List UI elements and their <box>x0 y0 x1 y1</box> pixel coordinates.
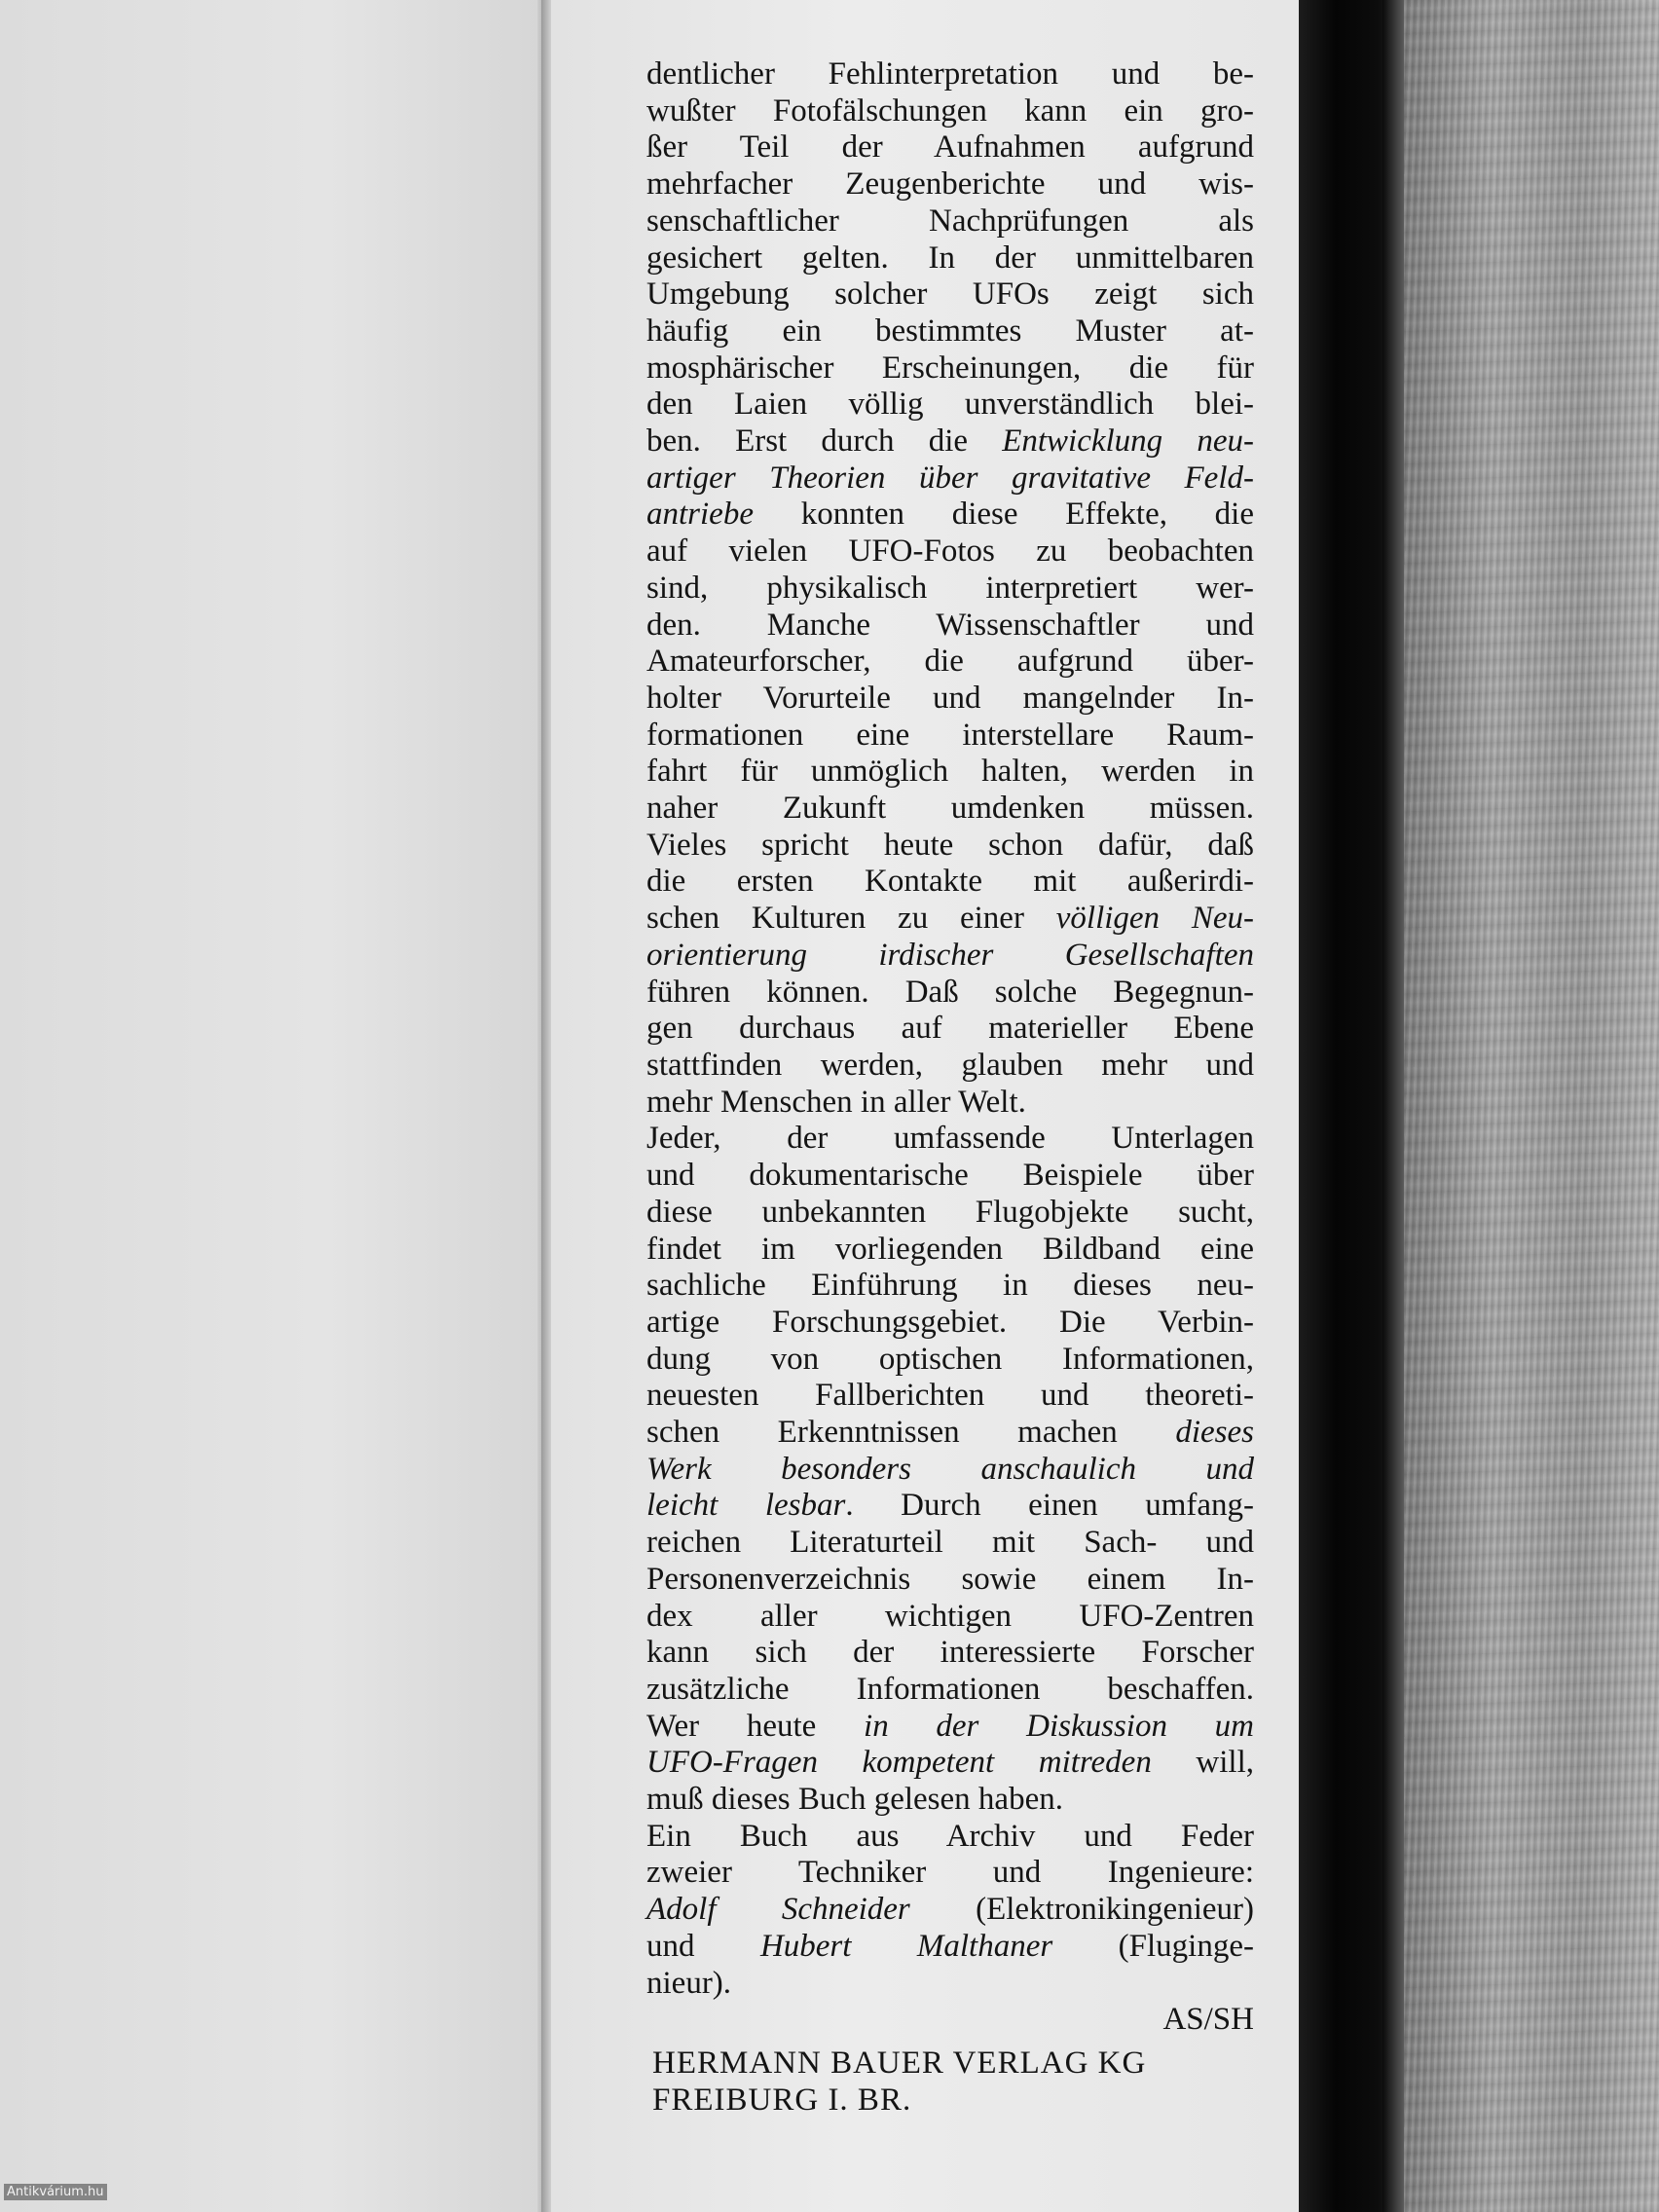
text-segment: diese unbekannten Flugobjekte sucht, <box>646 1194 1254 1230</box>
text-line <box>646 387 1254 424</box>
text-line <box>646 681 1254 718</box>
text-line <box>646 203 1254 240</box>
text-line <box>646 1195 1254 1232</box>
text-line <box>646 1415 1254 1452</box>
text-line <box>646 424 1254 461</box>
text-segment: senschaftlicher Nachprüfungen als <box>646 203 1254 239</box>
text-line <box>646 1342 1254 1379</box>
text-line <box>646 1378 1254 1415</box>
text-segment: stattfinden werden, glauben mehr und <box>646 1047 1254 1083</box>
text-segment: Personenverzeichnis sowie einem In- <box>646 1561 1254 1597</box>
text-line <box>646 1782 1254 1819</box>
italic-text: antriebe <box>646 497 754 533</box>
text-line <box>646 1929 1254 1966</box>
text-segment: formationen eine interstellare Raum- <box>646 717 1254 753</box>
text-line <box>646 1599 1254 1636</box>
text-line <box>646 1305 1254 1342</box>
italic-text: leicht lesbar <box>646 1488 846 1524</box>
text-line <box>646 1525 1254 1562</box>
text-segment: ßer Teil der Aufnahmen aufgrund <box>646 129 1254 166</box>
text-segment: dex aller wichtigen UFO-Zentren <box>646 1598 1254 1634</box>
italic-text: artiger Theorien über gravitative Feld- <box>646 460 1254 496</box>
text-segment: Ein Buch aus Archiv und Feder <box>646 1818 1254 1854</box>
italic-text: Entwicklung neu- <box>1002 424 1254 460</box>
text-line <box>646 56 1254 93</box>
text-segment: artige Forschungsgebiet. Die Verbin- <box>646 1304 1254 1340</box>
text-segment: will, <box>1151 1745 1254 1781</box>
text-line <box>646 1635 1254 1672</box>
text-segment: reichen Literaturteil mit Sach- und <box>646 1525 1254 1561</box>
text-segment: dung von optischen Informationen, <box>646 1341 1254 1377</box>
text-line <box>646 1085 1254 1122</box>
text-segment: ben. Erst durch die <box>646 424 1003 460</box>
text-line <box>646 938 1254 975</box>
text-segment: . Durch einen umfang- <box>845 1488 1254 1524</box>
text-line <box>646 534 1254 571</box>
italic-text: UFO-Fragen kompetent mitreden <box>646 1745 1152 1781</box>
text-line <box>646 644 1254 681</box>
italic-text: orientierung irdischer Gesellschaften <box>646 937 1254 973</box>
text-line <box>646 1745 1254 1782</box>
text-segment: und <box>646 1928 760 1964</box>
spine-edge <box>1382 0 1404 2212</box>
text-segment: Jeder, der umfassende Unterlagen <box>646 1121 1254 1157</box>
text-line <box>646 901 1254 938</box>
text-segment: Wer heute <box>646 1708 865 1744</box>
text-line <box>646 313 1254 350</box>
text-segment: führen können. Daß solche Begegnun- <box>646 974 1254 1010</box>
text-line <box>646 791 1254 828</box>
text-line <box>646 93 1254 130</box>
text-line <box>646 1855 1254 1892</box>
text-segment: (Fluginge- <box>1052 1928 1254 1964</box>
text-line <box>646 1966 1254 2003</box>
text-line <box>646 608 1254 645</box>
text-segment: mehrfacher Zeugenberichte und wis- <box>646 166 1254 203</box>
text-segment: kann sich der interessierte Forscher <box>646 1635 1254 1671</box>
text-line <box>646 864 1254 901</box>
text-line <box>646 276 1254 313</box>
text-line <box>646 754 1254 791</box>
text-segment: und dokumentarische Beispiele über <box>646 1158 1254 1194</box>
text-line <box>646 828 1254 865</box>
text-line <box>646 1011 1254 1048</box>
text-segment: holter Vorurteile und mangelnder In- <box>646 680 1254 716</box>
text-line <box>646 1048 1254 1085</box>
text-segment: neuesten Fallberichten und theoreti- <box>646 1378 1254 1414</box>
italic-text: völligen Neu- <box>1055 901 1254 937</box>
text-segment: Amateurforscher, die aufgrund über- <box>646 644 1254 680</box>
text-line <box>646 1488 1254 1525</box>
text-segment: schen Erkenntnissen machen <box>646 1415 1176 1451</box>
text-line <box>646 975 1254 1012</box>
italic-text: Adolf Schneider <box>646 1892 910 1928</box>
text-line <box>646 1709 1254 1746</box>
publisher-city: FREIBURG I. BR. <box>652 2083 912 2118</box>
text-line <box>646 240 1254 277</box>
italic-text: in der Diskussion um <box>864 1708 1254 1744</box>
text-segment: muß dieses Buch gelesen haben. <box>646 1782 1063 1818</box>
text-line <box>646 166 1254 203</box>
text-segment: häufig ein bestimmtes Muster at- <box>646 313 1254 349</box>
text-segment: AS/SH <box>1162 2002 1254 2038</box>
text-line <box>646 1158 1254 1195</box>
italic-text: dieses <box>1175 1415 1254 1451</box>
text-segment: Umgebung solcher UFOs zeigt sich <box>646 276 1254 313</box>
text-line <box>646 350 1254 387</box>
text-line <box>646 571 1254 608</box>
text-segment: fahrt für unmöglich halten, werden in <box>646 754 1254 790</box>
text-line <box>646 1819 1254 1856</box>
flap-text <box>646 56 1254 2039</box>
text-segment: Vieles spricht heute schon dafür, daß <box>646 827 1254 863</box>
text-segment: gesichert gelten. In der unmittelbaren <box>646 240 1254 276</box>
watermark: Antikvárium.hu <box>4 2184 107 2200</box>
publisher-imprint <box>652 2045 1256 2119</box>
text-line <box>646 1562 1254 1599</box>
text-line <box>646 497 1254 534</box>
text-segment: findet im vorliegenden Bildband eine <box>646 1231 1254 1267</box>
text-segment: nieur). <box>646 1965 732 2001</box>
text-segment: (Elektronikingenieur) <box>909 1892 1254 1928</box>
text-line <box>646 1232 1254 1269</box>
text-line <box>646 718 1254 755</box>
page-gutter <box>541 0 551 2212</box>
text-segment: sachliche Einführung in dieses neu- <box>646 1268 1254 1304</box>
text-segment: zweier Techniker und Ingenieure: <box>646 1855 1254 1891</box>
text-segment: auf vielen UFO-Fotos zu beobachten <box>646 534 1254 570</box>
text-segment: naher Zukunft umdenken müssen. <box>646 791 1254 827</box>
text-segment: schen Kulturen zu einer <box>646 901 1056 937</box>
text-line <box>646 1268 1254 1305</box>
text-segment: den. Manche Wissenschaftler und <box>646 607 1254 643</box>
text-segment: mehr Menschen in aller Welt. <box>646 1084 1026 1120</box>
text-segment: gen durchaus auf materieller Ebene <box>646 1011 1254 1047</box>
text-segment: sind, physikalisch interpretiert wer- <box>646 570 1254 606</box>
text-segment: zusätzliche Informationen beschaffen. <box>646 1671 1254 1707</box>
text-segment: mosphärischer Erscheinungen, die für <box>646 350 1254 386</box>
left-page <box>0 0 541 2212</box>
italic-text: Werk besonders anschaulich und <box>646 1451 1254 1487</box>
text-segment: wußter Fotofälschungen kann ein gro- <box>646 92 1254 129</box>
text-line <box>646 1121 1254 1158</box>
text-line <box>646 1452 1254 1489</box>
text-segment: den Laien völlig unverständlich blei- <box>646 387 1254 423</box>
text-segment: konnten diese Effekte, die <box>753 497 1254 533</box>
textured-background <box>1404 0 1659 2212</box>
publisher-name: HERMANN BAUER VERLAG KG <box>652 2046 1147 2081</box>
text-line <box>646 461 1254 498</box>
italic-text: Hubert Malthaner <box>759 1928 1053 1964</box>
text-line <box>646 129 1254 166</box>
text-line <box>646 1672 1254 1709</box>
text-segment: die ersten Kontakte mit außerirdi- <box>646 864 1254 900</box>
text-segment: dentlicher Fehlinterpretation und be- <box>646 56 1254 92</box>
text-line <box>646 2002 1254 2039</box>
text-line <box>646 1892 1254 1929</box>
